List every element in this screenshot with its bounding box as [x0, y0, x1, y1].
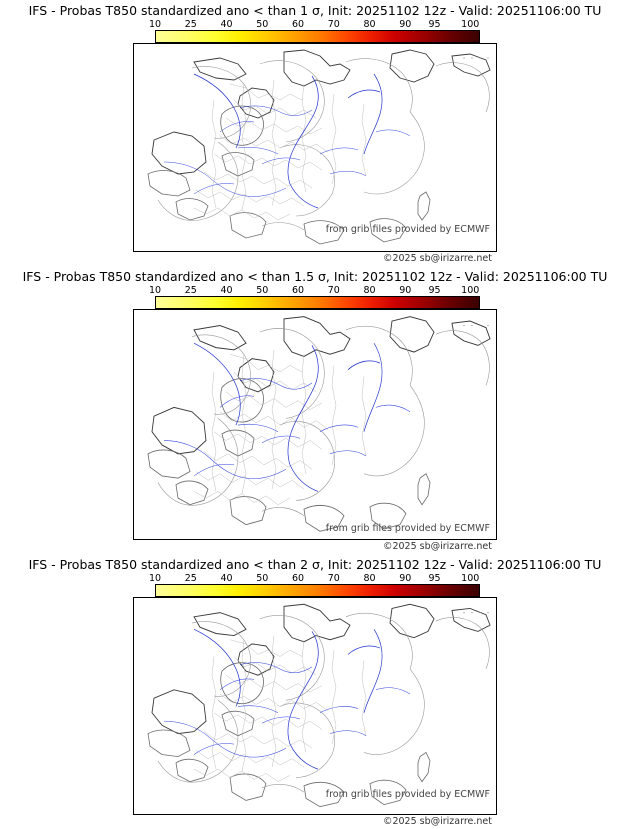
- colorbar-1: [0, 21, 630, 43]
- coastlines: [148, 604, 490, 806]
- colorbar-gradient-3: [155, 584, 480, 597]
- colorbar-tick-1-1: 25: [184, 19, 197, 30]
- forecast-panel-3: [0, 554, 630, 829]
- department-borders: [194, 350, 366, 505]
- colorbar-tick-3-0: 10: [148, 573, 162, 584]
- colorbar-tick-2-8: 95: [428, 285, 441, 296]
- colorbar-tick-3-7: 90: [399, 573, 412, 584]
- colorbar-tick-2-4: 60: [291, 285, 305, 296]
- map-vector-3: [134, 598, 496, 814]
- colorbar-tick-3-1: 25: [184, 573, 197, 584]
- corsica-island: [418, 752, 430, 781]
- colorbar-tick-3-4: 60: [291, 573, 305, 584]
- colorbar-tick-1-3: 50: [256, 19, 269, 30]
- colorbar-tick-2-3: 50: [256, 285, 269, 296]
- colorbar-tick-2-7: 90: [399, 285, 412, 296]
- coastlines: [148, 50, 490, 244]
- colorbar-3: [0, 575, 630, 597]
- rivers: [164, 629, 410, 769]
- colorbar-tick-1-2: 40: [220, 19, 233, 30]
- colorbar-tick-3-5: 70: [327, 573, 340, 584]
- corsica-island: [418, 474, 430, 505]
- colorbar-tick-1-6: 80: [363, 19, 376, 30]
- map-vector-2: [134, 310, 496, 539]
- department-borders: [194, 80, 366, 220]
- map-canvas-2: [133, 309, 497, 540]
- colorbar-tick-2-1: 25: [184, 285, 197, 296]
- colorbar-tick-1-5: 70: [327, 19, 340, 30]
- colorbar-tick-2-5: 70: [327, 285, 340, 296]
- department-borders: [194, 636, 366, 782]
- country-borders: [158, 326, 489, 516]
- owner-credit-1: ©2025 sb@irizarre.net: [382, 253, 492, 264]
- panel-title-3: IFS - Probas T850 standardized ano < than 2 σ, Init: 20251102 12z - Valid: 20251106:00 TU: [28, 557, 602, 572]
- map-canvas-3: [133, 597, 497, 815]
- colorbar-tick-3-2: 40: [220, 573, 233, 584]
- grid-dots: [463, 57, 488, 58]
- colorbar-tick-1-7: 90: [399, 19, 412, 30]
- colorbar-2: [0, 287, 630, 309]
- colorbar-tick-3-8: 95: [428, 573, 441, 584]
- colorbar-tick-1-9: 100: [461, 19, 480, 30]
- map-canvas-1: [133, 43, 497, 252]
- country-borders: [158, 59, 489, 230]
- owner-credit-3: ©2025 sb@irizarre.net: [382, 816, 492, 827]
- ecmwf-credit-1: from grib files provided by ECMWF: [325, 224, 490, 235]
- colorbar-tick-2-0: 10: [148, 285, 162, 296]
- rivers: [164, 74, 410, 208]
- colorbar-tick-2-2: 40: [220, 285, 233, 296]
- panel-title-1: IFS - Probas T850 standardized ano < than 1 σ, Init: 20251102 12z - Valid: 20251106:00 TU: [28, 3, 602, 18]
- forecast-panel-2: [0, 266, 630, 554]
- corsica-island: [418, 192, 430, 220]
- colorbar-tick-3-9: 100: [461, 573, 480, 584]
- colorbar-gradient-1: [155, 30, 480, 43]
- coastlines: [148, 317, 490, 532]
- map-vector-1: [134, 44, 496, 251]
- colorbar-tick-2-9: 100: [461, 285, 480, 296]
- colorbar-tick-1-8: 95: [428, 19, 441, 30]
- ecmwf-credit-3: from grib files provided by ECMWF: [325, 789, 490, 800]
- forecast-panel-1: [0, 0, 630, 266]
- colorbar-tick-3-6: 80: [363, 573, 376, 584]
- panel-title-2: IFS - Probas T850 standardized ano < than 1.5 σ, Init: 20251102 12z - Valid: 20251106:00 TU: [22, 269, 608, 284]
- colorbar-tick-1-0: 10: [148, 19, 162, 30]
- owner-credit-2: ©2025 sb@irizarre.net: [382, 541, 492, 552]
- grid-dots: [463, 325, 488, 326]
- rivers: [164, 343, 410, 491]
- colorbar-tick-1-4: 60: [291, 19, 305, 30]
- country-borders: [158, 613, 489, 792]
- grid-dots: [463, 612, 488, 613]
- colorbar-tick-2-6: 80: [363, 285, 376, 296]
- colorbar-tick-3-3: 50: [256, 573, 269, 584]
- colorbar-gradient-2: [155, 296, 480, 309]
- ecmwf-credit-2: from grib files provided by ECMWF: [325, 523, 490, 534]
